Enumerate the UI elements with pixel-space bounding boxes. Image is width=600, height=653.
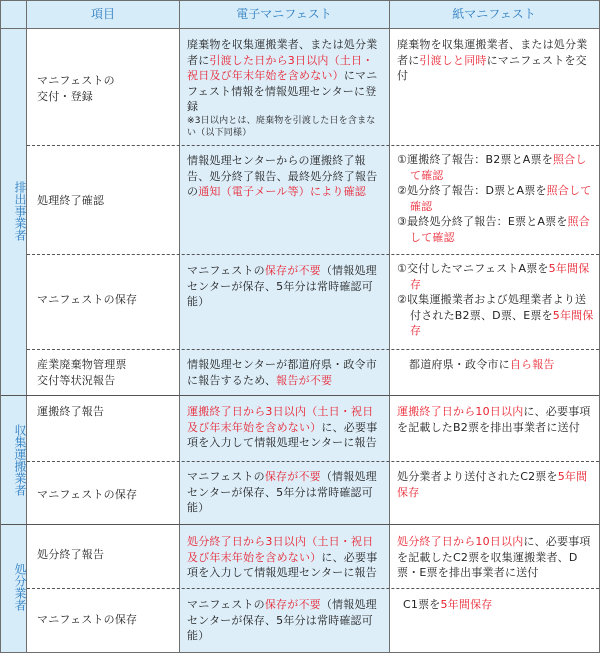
- highlight-text: 引渡した日から3日以内（土日・祝日及び年末年始を含めない）: [187, 53, 374, 82]
- text: 廃棄物を収集運搬業者、または処分業者に: [397, 38, 588, 67]
- electronic-disposal-report: [187, 534, 383, 581]
- text: ①交付したマニフェストA票を: [397, 262, 549, 275]
- highlight-text: 運搬終了日から3日以内（土日・祝日及び年末年始を含めない）: [187, 405, 374, 434]
- group-discharger: [1, 29, 27, 395]
- item-label: 産業廃棄物管理票: [37, 358, 127, 371]
- electronic-transport-report: [187, 404, 383, 451]
- highlight-text: 5年間保存: [410, 308, 594, 337]
- paper-manifest-storage: [397, 469, 595, 500]
- item-label: マニフェストの保存: [37, 293, 138, 306]
- item-status-report: [37, 357, 173, 388]
- list-item: [397, 183, 595, 214]
- table-header: [1, 1, 599, 29]
- highlight-text: 報告が不要: [276, 373, 333, 387]
- item-label: マニフェストの: [37, 74, 115, 87]
- highlight-text: 保存が不要: [264, 264, 321, 277]
- highlight-text: 照合して確認: [410, 215, 590, 244]
- item-label: マニフェストの保存: [37, 613, 138, 626]
- highlight-text: 引渡しと同時: [419, 53, 487, 67]
- highlight-text: 保存が不要: [264, 598, 321, 611]
- text: に、必要事項を入力して情報処理センターに報告: [187, 420, 378, 449]
- electronic-completion-confirm: [187, 153, 383, 200]
- text: 情報処理センターからの運搬終了報告、処分終了報告、最終処分終了報告の: [187, 154, 378, 198]
- text: C1票を: [403, 598, 441, 611]
- electronic-status-report: [187, 357, 383, 388]
- text: マニフェストの: [187, 470, 265, 483]
- text: マニフェストの: [187, 264, 265, 277]
- text: 処分業者より送付されたC2票を: [397, 470, 558, 483]
- list-item: [397, 152, 595, 183]
- group-label: 排出事業者: [13, 181, 27, 241]
- item-label: 交付等状況報告: [37, 373, 116, 387]
- list-item: [397, 214, 595, 245]
- header-paper: 紙マニフェスト: [452, 7, 536, 21]
- paper-issue-register: [397, 37, 595, 84]
- group-divider: [1, 395, 599, 396]
- item-transport-report: [37, 404, 173, 420]
- text: （情報処理センターが保存、5年分は常時確認可能）: [187, 598, 377, 642]
- item-issue-register: [37, 73, 173, 104]
- text: 廃棄物を収集運搬業者、または処分業者に: [187, 38, 378, 67]
- group-divider: [1, 524, 599, 525]
- group-label: 収集運搬業者: [13, 424, 27, 496]
- highlight-text: 照合して確認: [410, 153, 587, 182]
- text: マニフェストの: [187, 598, 265, 611]
- divider: [389, 1, 390, 652]
- highlight-text: 照合して確認: [410, 184, 592, 213]
- paper-disposal-report: [397, 534, 595, 581]
- text: 都道府県・政令市に: [409, 358, 510, 371]
- row-divider: [27, 588, 599, 589]
- highlight-text: 自ら報告: [509, 358, 555, 371]
- text: に、必要事項を記載したC2票を収集運搬業者、D票・E票を排出事業者に送付: [397, 535, 591, 579]
- paper-completion-confirm: [397, 152, 595, 245]
- row-divider: [27, 254, 599, 255]
- row-divider: [27, 461, 599, 462]
- electronic-issue-register: [187, 37, 383, 140]
- group-disposer: [1, 525, 27, 652]
- footnote: ※3日以内とは、廃棄物を引渡した日を含まない（以下同様）: [187, 115, 376, 138]
- item-manifest-storage: [37, 292, 173, 308]
- group-transporter: [1, 396, 27, 524]
- item-label: 交付・登録: [37, 89, 93, 103]
- text: （情報処理センターが保存、5年分は常時確認可能）: [187, 264, 377, 308]
- text: ②処分終了報告：D票とA票を: [397, 184, 547, 197]
- text: （情報処理センターが保存、5年分は常時確認可能）: [187, 470, 377, 514]
- paper-manifest-storage: [397, 597, 595, 613]
- row-divider: [27, 145, 599, 146]
- text: 情報処理センターが都道府県・政令市に報告するため、: [187, 358, 377, 387]
- electronic-manifest-storage: [187, 597, 383, 644]
- highlight-text: 通知（電子メール等）により確認: [198, 185, 366, 198]
- list-item: [397, 292, 595, 339]
- paper-status-report: [397, 357, 595, 373]
- text: ②収集運搬業者および処理業者より送付されたB2票、D票、E票を: [397, 293, 587, 322]
- list-item: [397, 261, 595, 292]
- item-disposal-report: [37, 547, 173, 563]
- text: ③最終処分終了報告：E票とA票を: [397, 215, 568, 228]
- item-label: 処分終了報告: [37, 548, 105, 561]
- electronic-manifest-storage: [187, 469, 383, 516]
- group-label: 処分業者: [13, 563, 27, 611]
- highlight-text: 処分終了日から3日以内（土日・祝日及び年末年始を含めない）: [187, 535, 374, 564]
- highlight-text: 処分終了日から10日以内: [397, 535, 524, 548]
- highlight-text: 保存が不要: [264, 470, 321, 483]
- header-electronic: 電子マニフェスト: [236, 7, 332, 21]
- item-manifest-storage: [37, 487, 173, 503]
- text: にマニフェスト情報を情報処理センターに登録: [187, 69, 378, 113]
- paper-transport-report: [397, 404, 595, 435]
- row-divider: [27, 349, 599, 350]
- text: に、必要事項を入力して情報処理センターに報告: [187, 550, 378, 579]
- item-manifest-storage: [37, 612, 173, 628]
- paper-manifest-storage: [397, 261, 595, 339]
- header-item: 項目: [90, 7, 115, 21]
- text: ①運搬終了報告：B2票とA票を: [397, 153, 553, 166]
- electronic-manifest-storage: [187, 263, 383, 310]
- text: に、必要事項を記載したB2票を排出事業者に送付: [397, 405, 591, 434]
- text: にマニフェストを交付: [397, 53, 587, 82]
- divider: [179, 1, 180, 652]
- item-label: 運搬終了報告: [37, 405, 105, 418]
- item-label: 処理終了確認: [37, 194, 105, 207]
- item-completion-confirm: [37, 193, 173, 209]
- highlight-text: 5年間保存: [440, 598, 493, 611]
- item-label: マニフェストの保存: [37, 488, 138, 501]
- highlight-text: 5年間保存: [397, 470, 588, 499]
- highlight-text: 5年間保存: [410, 262, 590, 291]
- highlight-text: 運搬終了日から10日以内: [397, 405, 524, 418]
